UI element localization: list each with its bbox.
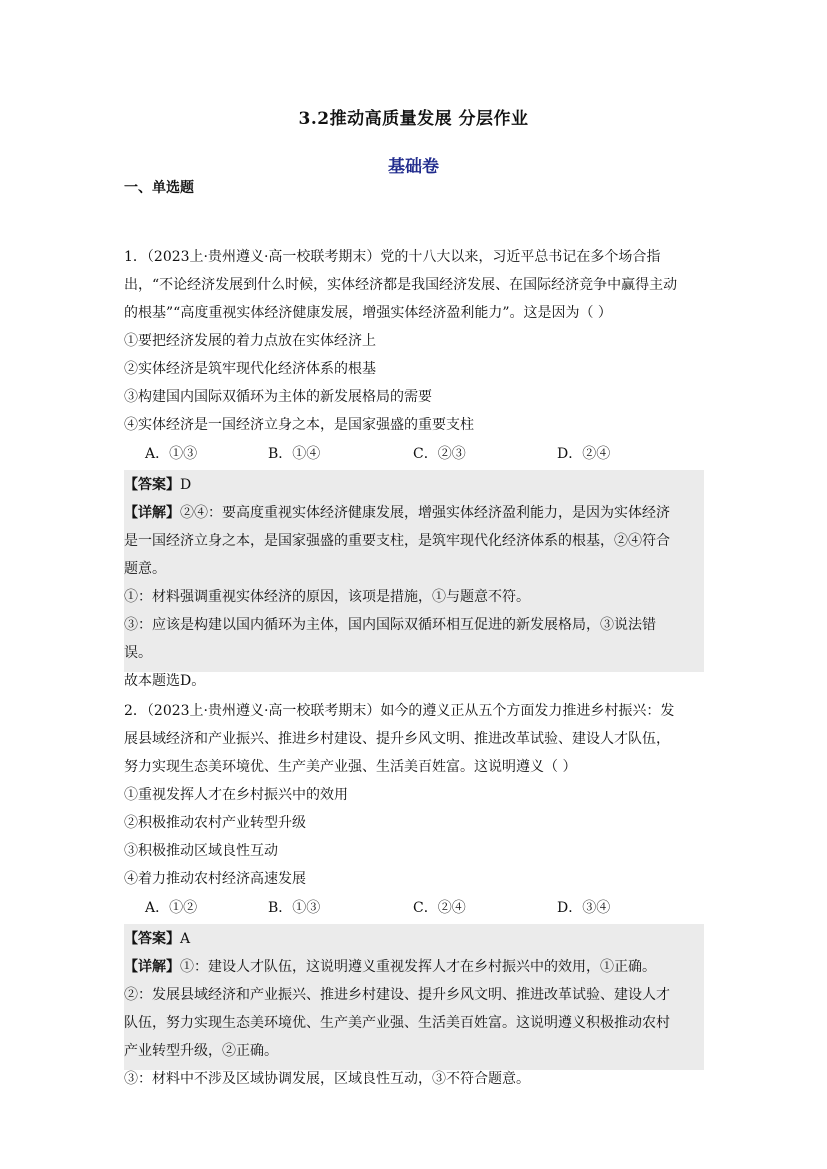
q2-detail-line: 产业转型升级，②正确。: [124, 1043, 278, 1059]
q2-answer-label: 【答案】: [124, 931, 180, 947]
q1-item: ②实体经济是筑牢现代化经济体系的根基: [124, 361, 376, 377]
q2-stem-line: 展县域经济和产业振兴、推进乡村建设、提升乡风文明、推进改革试验、建设人才队伍，: [124, 731, 670, 747]
q2-detail-label: 【详解】: [124, 959, 180, 975]
q1-option-a: A．①③: [145, 446, 198, 462]
q1-detail-line: 题意。: [124, 561, 166, 577]
q1-stem-line: 的根基”“高度重视实体经济健康发展，增强实体经济盈利能力”。这是因为（ ）: [124, 305, 612, 321]
q1-detail-text: ②④：要高度重视实体经济健康发展，增强实体经济盈利能力，是因为实体经济: [180, 505, 670, 521]
q1-stem-line: 出，“不论经济发展到什么时候，实体经济都是我国经济发展、在国际经济竞争中赢得主动: [124, 277, 678, 293]
q1-option-c: C．②③: [413, 446, 466, 462]
section-heading: 一、单选题: [124, 180, 194, 196]
q1-option-b: B．①④: [268, 446, 321, 462]
q1-detail-line: [124, 499, 704, 527]
q1-answer: [124, 471, 704, 499]
q1-detail-line: ①：材料强调重视实体经济的原因，该项是措施，①与题意不符。: [124, 589, 530, 605]
q2-detail-line: 队伍，努力实现生态美环境优、生产美产业强、生活美百姓富。这说明遵义积极推动农村: [124, 1015, 670, 1031]
q2-option-b: B．①③: [268, 900, 321, 916]
q2-detail-text: ①：建设人才队伍，这说明遵义重视发挥人才在乡村振兴中的效用，①正确。: [180, 959, 656, 975]
q2-answer-value: A: [180, 931, 191, 947]
q2-option-a: A．①②: [145, 900, 198, 916]
q1-detail-label: 【详解】: [124, 505, 180, 521]
q2-option-d: D．③④: [557, 900, 611, 916]
q1-detail-line: 故本题选D。: [124, 673, 206, 689]
q2-answer: [124, 925, 704, 953]
q1-answer-label: 【答案】: [124, 477, 180, 493]
q2-detail-line: ③：材料中不涉及区域协调发展，区域良性互动，③不符合题意。: [124, 1071, 530, 1087]
q1-stem-line: 1．（2023上·贵州遵义·高一校联考期末）党的十八大以来，习近平总书记在多个场合指: [124, 249, 661, 265]
q1-option-d: D．②④: [557, 446, 611, 462]
q2-stem-line: 努力实现生态美环境优、生产美产业强、生活美百姓富。这说明遵义（ ）: [124, 759, 577, 775]
q1-item: ③构建国内国际双循环为主体的新发展格局的需要: [124, 389, 432, 405]
q2-stem-line: 2．（2023上·贵州遵义·高一校联考期末）如今的遵义正从五个方面发力推进乡村振兴：发: [124, 703, 675, 719]
q1-answer-value: D: [180, 477, 192, 493]
q1-item: ①要把经济发展的着力点放在实体经济上: [124, 333, 376, 349]
q1-detail-line: 是一国经济立身之本，是国家强盛的重要支柱，是筑牢现代化经济体系的根基，②④符合: [124, 533, 670, 549]
q1-detail-line: 误。: [124, 645, 152, 661]
q2-item: ①重视发挥人才在乡村振兴中的效用: [124, 787, 348, 803]
q2-detail-line: ②：发展县域经济和产业振兴、推进乡村建设、提升乡风文明、推进改革试验、建设人才: [124, 987, 670, 1003]
paper-subtitle: 基础卷: [388, 157, 439, 177]
q2-item: ④着力推动农村经济高速发展: [124, 871, 306, 887]
q2-item: ③积极推动区域良性互动: [124, 843, 278, 859]
q2-detail-line: [124, 953, 704, 981]
q1-detail-line: ③：应该是构建以国内循环为主体，国内国际双循环相互促进的新发展格局，③说法错: [124, 617, 656, 633]
page-title: 3.2推动高质量发展 分层作业: [298, 109, 529, 129]
q1-item: ④实体经济是一国经济立身之本，是国家强盛的重要支柱: [124, 417, 474, 433]
q2-option-c: C．②④: [413, 900, 466, 916]
q2-item: ②积极推动农村产业转型升级: [124, 815, 306, 831]
